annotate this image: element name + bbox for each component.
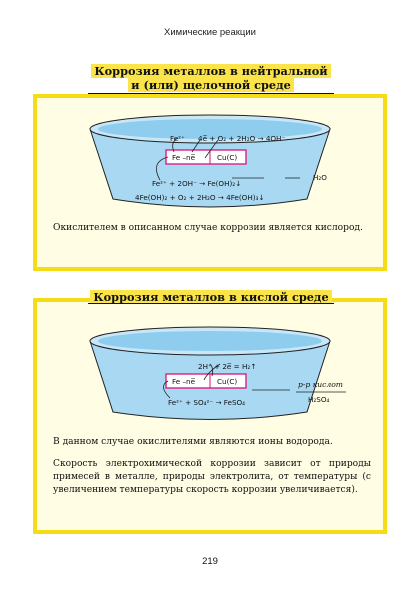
s2-reaction-bottom: Fe²⁺ + SO₄²⁻ → FeSO₄ — [168, 398, 246, 407]
s1-medium: H₂O — [313, 173, 327, 182]
section1-title-line2: и (или) щелочной среде — [128, 78, 294, 92]
s2-medium-formula: H₂SO₄ — [308, 395, 330, 404]
s1-box-left: Fe –ne̅ — [172, 153, 196, 162]
section2-title-text: Коррозия металлов в кислой среде — [90, 290, 331, 304]
s1-reaction-mid: Fe²⁺ + 2OH⁻ → Fe(OH)₂↓ — [152, 179, 242, 188]
s2-box-left: Fe –ne̅ — [172, 377, 196, 386]
section1-paragraph: Окислителем в описанном случае коррозии является кислород. — [53, 223, 363, 233]
section1-title-line1: Коррозия металлов в нейтральной — [91, 64, 330, 78]
s2-medium-label: р-р кислот — [298, 380, 343, 389]
s1-fe-ion: Fe²⁺ — [170, 134, 185, 143]
s1-box-right: Cu(C) — [217, 153, 238, 162]
running-title: Химические реакции — [164, 27, 256, 38]
page-number: 219 — [202, 556, 218, 567]
section2-paragraph1: В данном случае окислителями являются ионы водорода. — [53, 437, 333, 447]
s2-reaction-top: 2H⁺ + 2e̅ = H₂↑ — [198, 362, 257, 371]
s2-box-right: Cu(C) — [217, 377, 238, 386]
s1-reaction-bottom: 4Fe(OH)₂ + O₂ + 2H₂O → 4Fe(OH)₃↓ — [135, 193, 265, 202]
section2-paragraph2: Скорость электрохимической коррозии зависит от природы примесей в металле, природы электролита, от температуры (с увеличением температуры скорость коррозии увеличивается). — [53, 459, 371, 496]
s1-reaction-top: 4e̅ + O₂ + 2H₂O → 4OH⁻ — [198, 134, 286, 143]
